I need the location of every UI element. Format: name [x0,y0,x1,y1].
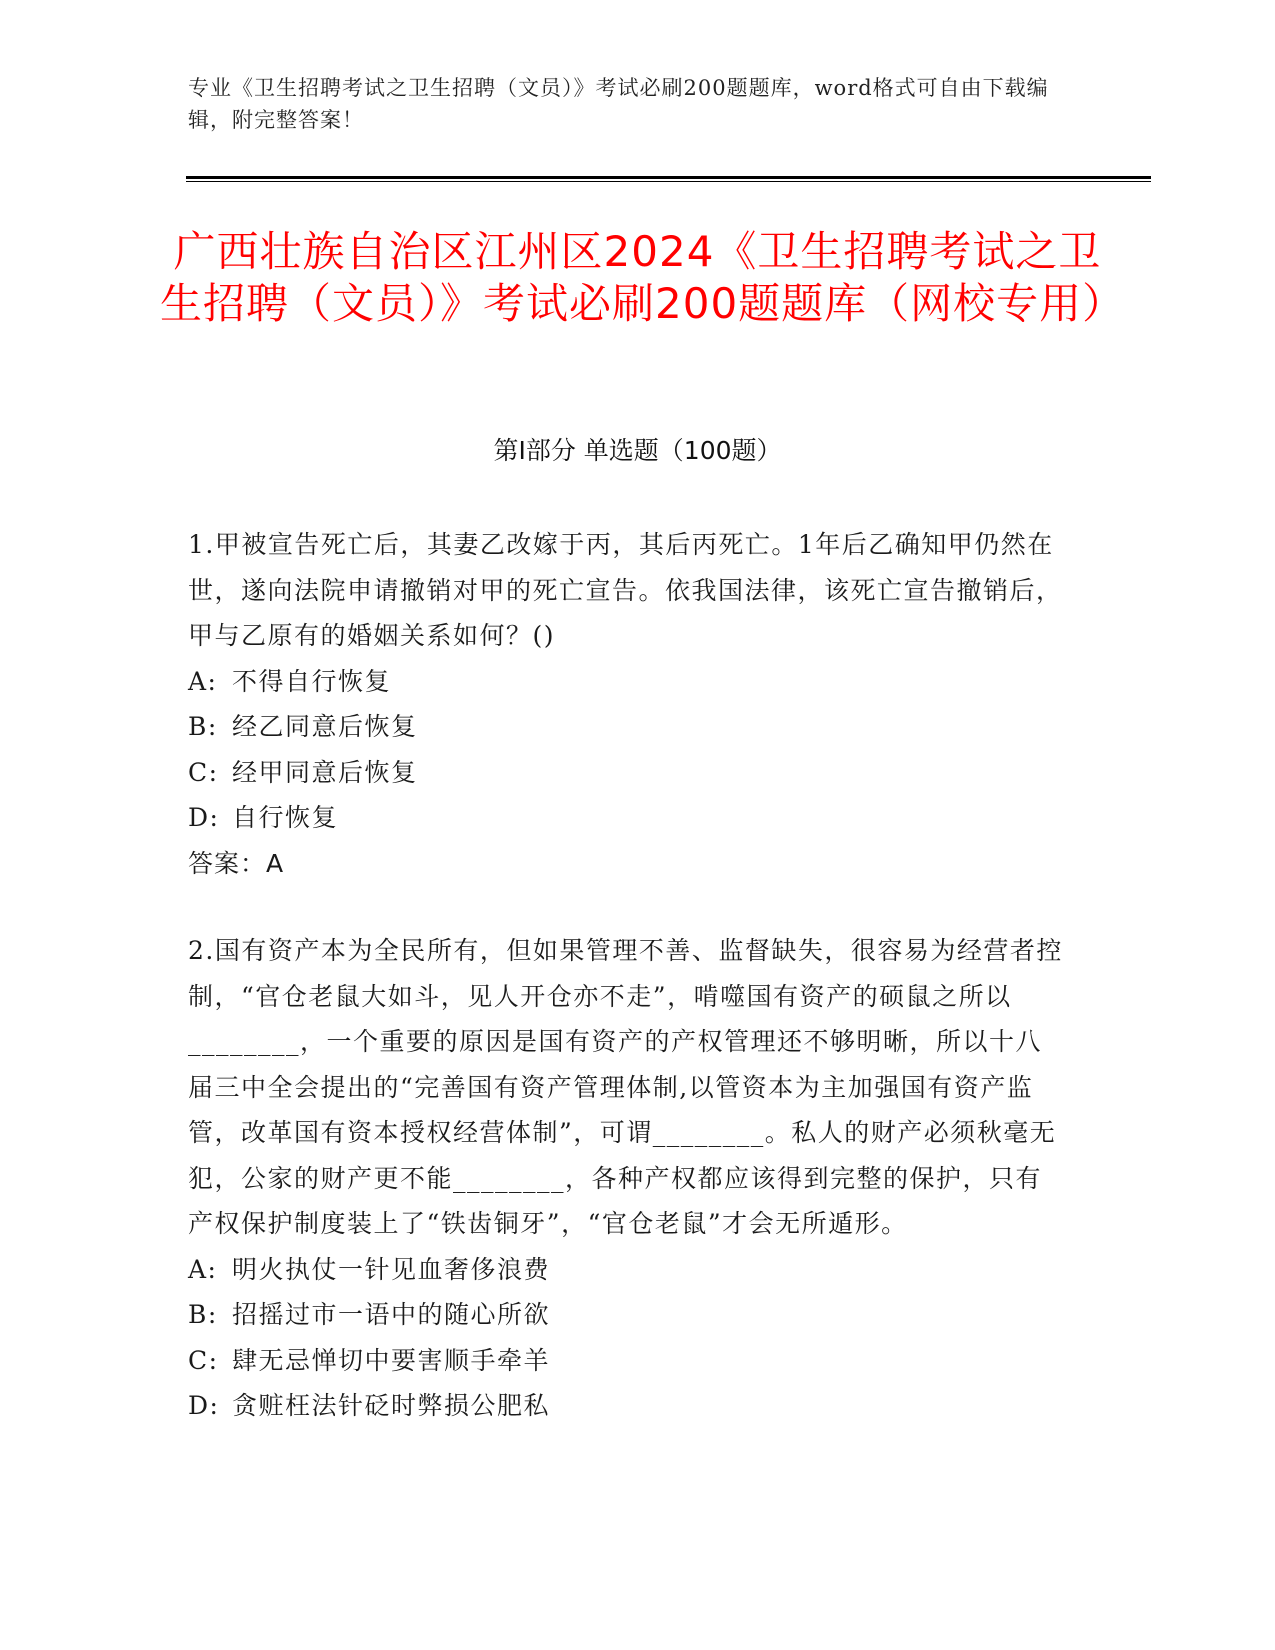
option-letter: D: [188,803,220,832]
option-c [188,1338,1068,1384]
option-letter: B: [188,1300,218,1329]
header-divider-thick [186,176,1151,179]
option-a [188,659,1068,705]
option-text: 肆无忌惮切中要害顺手牵羊 [232,1345,551,1375]
option-text: 明火执仗一针见血奢侈浪费 [232,1254,551,1284]
option-letter: C: [188,757,219,787]
option-letter: D: [188,1391,220,1420]
document-title: 广西壮族自治区江州区2024《卫生招聘考试之卫生招聘（文员）》考试必刷200题题库（网校专用） [160,227,1126,328]
header-divider-thin [186,181,1151,182]
option-b [188,1292,1068,1338]
section-heading: 第Ⅰ部分 单选题（100题） [493,436,782,465]
question-stem: 1.甲被宣告死亡后，其妻乙改嫁于丙，其后丙死亡。1年后乙确知甲仍然在世，遂向法院申请撤销对甲的死亡宣告。依我国法律，该死亡宣告撤销后，甲与乙原有的婚姻关系如何？() [188,530,1063,650]
answer: 答案：A [188,848,285,878]
option-d [188,795,1068,841]
option-text: 自行恢复 [232,803,339,832]
option-letter: C: [188,1345,219,1375]
option-text: 贪赃枉法针砭时弊损公肥私 [232,1391,551,1420]
option-text: 招摇过市一语中的随心所欲 [232,1300,551,1329]
option-text: 经甲同意后恢复 [232,757,418,787]
option-letter: B: [188,712,218,741]
header-note: 专业《卫生招聘考试之卫生招聘（文员）》考试必刷200题题库，word格式可自由下载编辑，附完整答案！ [188,76,1049,132]
option-letter: A: [188,666,218,696]
option-a [188,1247,1068,1293]
option-b [188,704,1068,750]
option-c [188,750,1068,796]
question-1 [188,522,1068,886]
option-text: 经乙同意后恢复 [232,712,418,741]
option-d [188,1383,1068,1429]
option-letter: A: [188,1254,218,1284]
question-stem: 2.国有资产本为全民所有，但如果管理不善、监督缺失，很容易为经营者控制，“官仓老鼠大如斗，见人开仓亦不走”，啃噬国有资产的硕鼠之所以________，一个重要的原因是国有资产的产权管理还不够明晰，所以十八届三中全会提出的“完善国有资产管理体制,以管资本为主加强国有资产监管，改革国有资本授权经营体制”，可谓________。私人的财产必须秋毫无犯，公家的财产更不能________，各种产权都应该得到完整的保护，只有产权保护制度装上了“铁齿铜牙”，“官仓老鼠”才会无所遁形。 [188,936,1063,1238]
option-text: 不得自行恢复 [232,666,392,696]
question-2 [188,928,1068,1429]
